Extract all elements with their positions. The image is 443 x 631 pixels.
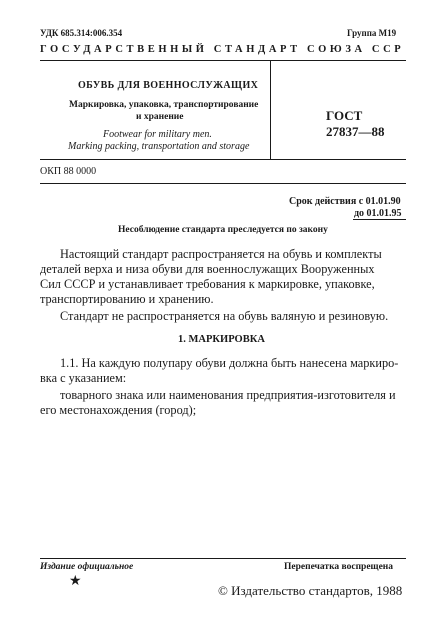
state-standard-heading: ГОСУДАРСТВЕННЫЙ СТАНДАРТ СОЮЗА ССР [40, 44, 405, 55]
header-rule-bottom [40, 159, 406, 160]
gost-number: 27837—88 [326, 124, 385, 139]
validity-to: до 01.01.95 [354, 208, 402, 219]
paragraph-4-line-2: его местонахождения (город); [40, 403, 197, 417]
footer-rule [40, 558, 406, 559]
legal-notice: Несоблюдение стандарта преследуется по закону [118, 225, 328, 235]
paragraph-3-line-2: вка с указанием: [40, 371, 127, 385]
paragraph-2-line-1: Стандарт не распространяется на обувь валяную и резиновую. [60, 309, 389, 323]
paragraph-1-line-2: деталей верха и низа обуви для военнослужащих Вооруженных [40, 262, 375, 276]
english-title-line-1: Footwear for military men. [103, 129, 212, 140]
udk-code: УДК 685.314:006.354 [40, 28, 123, 38]
paragraph-1-line-1: Настоящий стандарт распространяется на обувь и комплекты [60, 247, 382, 261]
validity-underline [353, 219, 406, 220]
document-subtitle-line-1: Маркировка, упаковка, транспортирование [69, 100, 259, 110]
document-title: ОБУВЬ ДЛЯ ВОЕННОСЛУЖАЩИХ [78, 80, 259, 91]
paragraph-4-line-1: товарного знака или наименования предприятия-изготовителя и [60, 388, 396, 402]
group-code: Группа М19 [347, 28, 397, 38]
star-icon: ★ [69, 574, 82, 589]
paragraph-3-line-1: 1.1. На каждую полупару обуви должна быть нанесена маркиро- [60, 356, 399, 370]
header-rule-top [40, 60, 406, 61]
validity-from: Срок действия с 01.01.90 [289, 196, 401, 207]
copyright: © Издательство стандартов, 1988 [218, 583, 403, 598]
okp-rule [40, 183, 406, 184]
paragraph-1-line-4: транспортированию и хранению. [40, 292, 214, 306]
okp-code: ОКП 88 0000 [40, 166, 97, 177]
section-heading: 1. МАРКИРОВКА [178, 334, 265, 345]
document-subtitle-line-2: и хранение [136, 112, 184, 122]
title-divider [270, 61, 271, 159]
paragraph-1-line-3: Сил СССР и устанавливает требования к маркировке, упаковке, [40, 277, 375, 291]
reprint-prohibited: Перепечатка воспрещена [284, 562, 394, 572]
gost-label: ГОСТ [326, 108, 363, 123]
english-title-line-2: Marking packing, transportation and storage [68, 141, 250, 152]
official-edition: Издание официальное [40, 562, 134, 572]
